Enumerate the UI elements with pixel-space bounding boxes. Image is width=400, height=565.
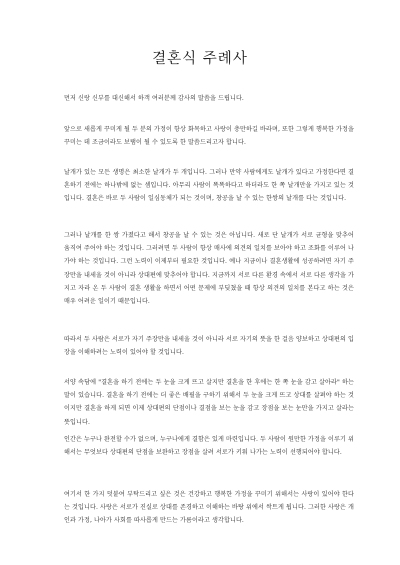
paragraph-greeting: 먼저 신랑 신부를 대신해서 하객 여러분께 감사의 말씀을 드립니다. bbox=[64, 95, 244, 102]
paragraph-wings: 날개가 있는 모든 생명은 최소한 날개가 두 개입니다. 그러나 만약 사람에게도 날개가 있다고 가정한다면 결혼하기 전에는 하나밖에 없는 셈입니다. 아무리 사람이 똑똑하다고 하더라도 한 쪽 날개만을 가지고 있는 것입니다. 결혼은 바로 두 사람이 일심동체가 되는 것이며, 창공을 날 수 있는 한쌍의 날개를 다는 것입니다. bbox=[64, 169, 354, 203]
paragraph-love: 여기서 한 가지 덧붙여 부탁드리고 싶은 것은 건강하고 행복한 가정을 꾸미기 위해서는 사랑이 있어야 한다는 것입니다. 사랑은 서로가 진실로 상대를 존경하고 이해하는 바탕 위에서 싹트게 됩니다. 그러한 사랑은 개인과 가정, 나아가 사회를 따사롭게 만드는 가름이라고 생각합니다. bbox=[64, 491, 355, 525]
paragraph-imperfection: 인간은 누구나 완전할 수가 없으며, 누구나에게 결함은 있게 마련입니다. 두 사람이 원만한 가정을 이루기 위해서는 무엇보다 상대편의 단점을 보완하고 장점을 살려 서로가 키워 나가는 노력이 선행되어야 합니다. bbox=[64, 436, 355, 457]
paragraph-concession: 따라서 두 사람은 서로가 자기 주장만을 내세울 것이 아니라 서로 자기의 뜻을 한 걸음 양보하고 상대편의 입장을 이해하려는 노력이 있어야 할 것입니다. bbox=[64, 336, 355, 357]
paragraph-wish: 앞으로 새롭게 꾸미게 될 두 분의 가정이 항상 화목하고 사랑이 충만하길 바라며, 또한 그렇게 행복한 가정을 꾸미는 데 조금이라도 보탬이 될 수 있도록 한 말씀드리고자 합니다. bbox=[64, 126, 355, 147]
paragraph-balance: 그러나 날개를 한 쌍 가졌다고 해서 창공을 날 수 있는 것은 아닙니다. 새로 단 날개가 서로 균형을 맞추어 움직여 주어야 하는 것입니다. 그러려면 두 사람이 항상 매사에 의견의 일치를 보아야 하고 조화를 이루어 나가야 하는 것입니다. 그런 노력이 이제부터 필요한 것입니다. 예나 지금이나 결혼생활에 성공하려면 자기 주장만을 내세울 것이 아니라 상대편에 맞추어야 합니다. 지금까지 서로 다른 환경 속에서 서로 다른 생각을 가지고 자라 온 두 사람이 결혼 생활을 하면서 어떤 문제에 부딪쳤을 때 항상 의견의 일치를 본다고 하는 것은 매우 어려운 일이기 때문입니다. bbox=[64, 232, 355, 306]
document-title: 결혼식 주례사 bbox=[152, 51, 248, 67]
paragraph-proverb: 서양 속담에 "결혼을 하기 전에는 두 눈을 크게 뜨고 살지만 결혼을 한 후에는 한 쪽 눈을 감고 살아라" 하는 말이 있습니다. 결혼을 하기 전에는 더 좋은 배필을 구하기 위해서 두 눈을 크게 뜨고 상대를 살펴야 하는 것이지만 결혼을 하게 되면 이제 상대편의 단점이나 결점을 보는 눈을 감고 장점을 보는 눈만을 가지고 살라는 뜻입니다. bbox=[64, 379, 354, 426]
